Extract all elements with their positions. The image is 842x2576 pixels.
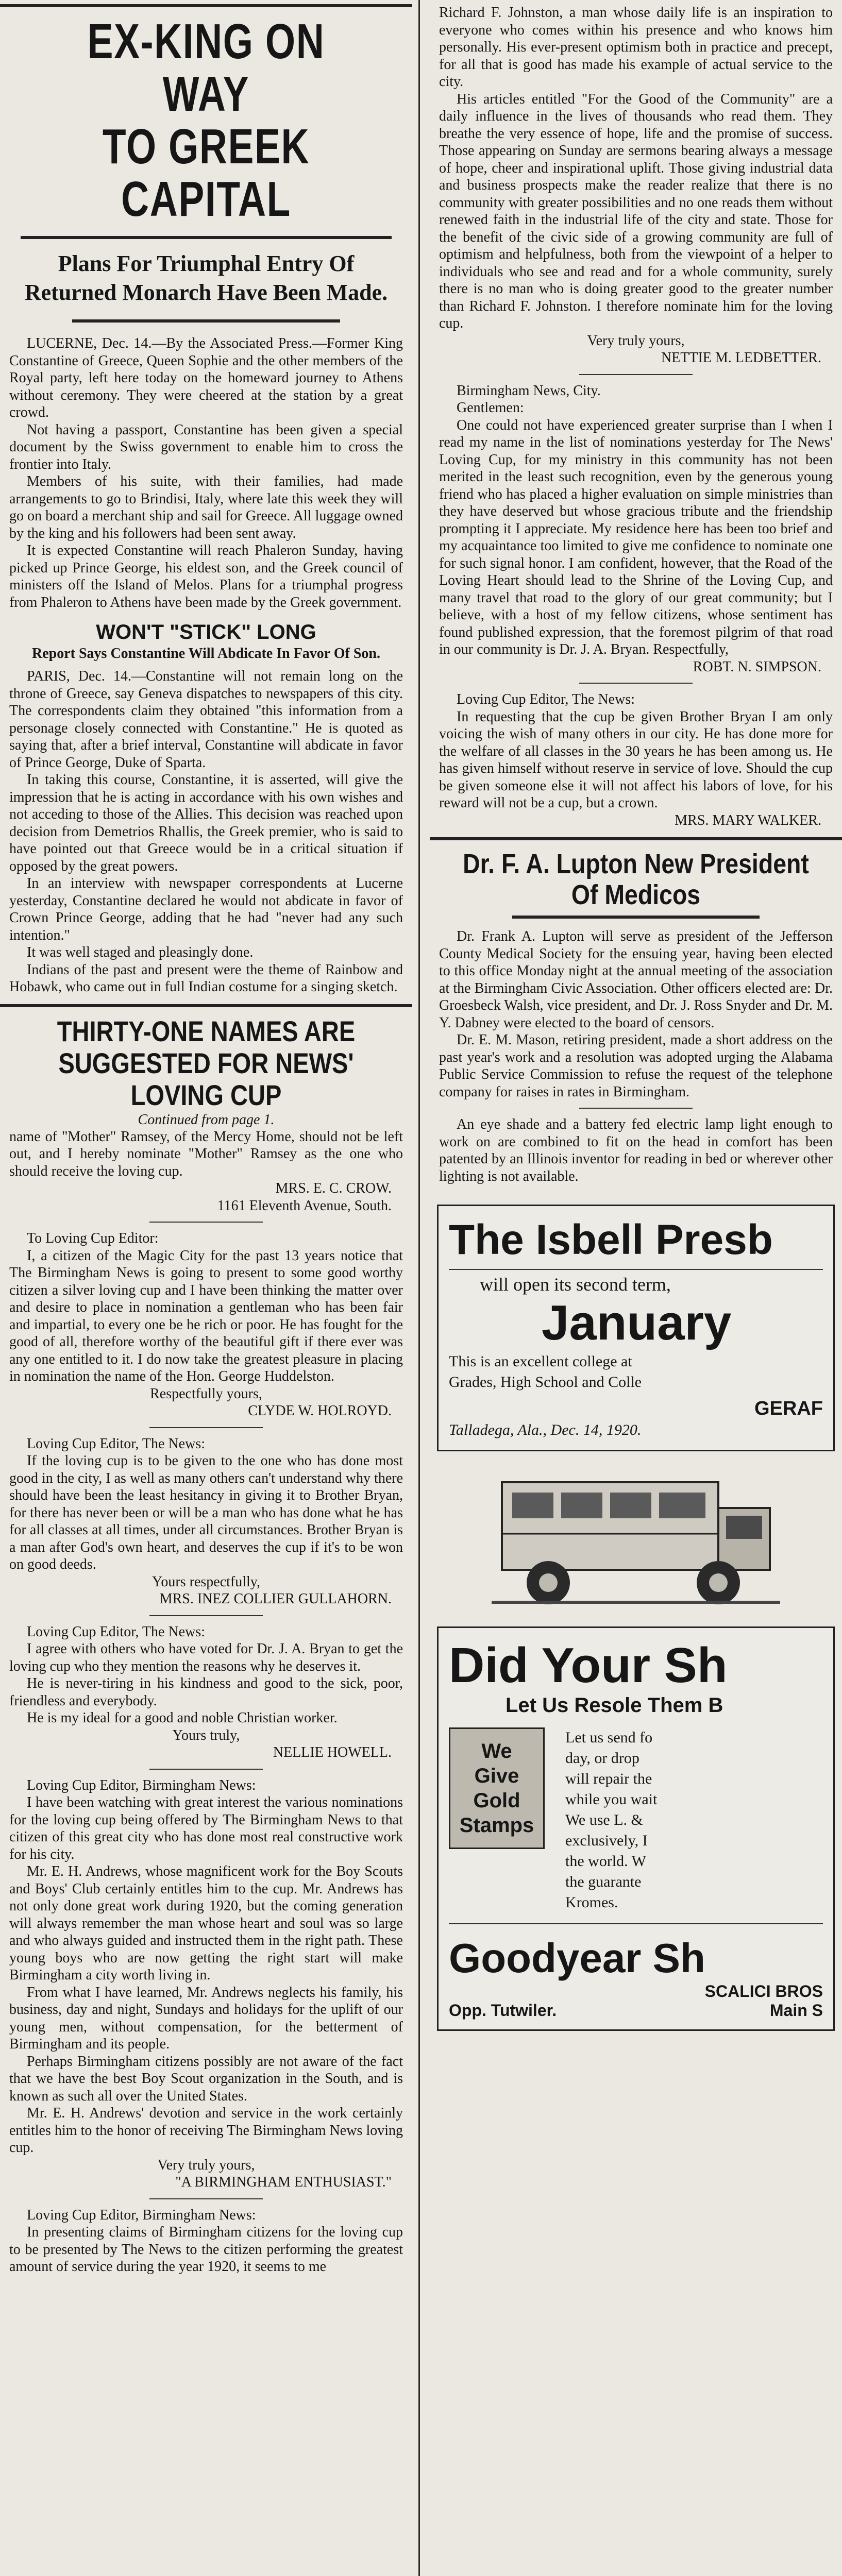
- letter-paragraph: In requesting that the cup be given Brother Bryan I am only voicing the wish of many others in our city. He has done more for the welfare of all classes in the 30 years he has been among us. He has given himself without reserve in service of love. Should the cup be given someone else it will not affect his labors of love, for his reward will not be a cup, but a crown.: [439, 708, 833, 811]
- letter-paragraph: He is my ideal for a good and noble Christian worker.: [27, 1710, 338, 1726]
- shoe-ad-line: while you wait: [565, 1791, 658, 1808]
- shoe-ad-copy: [565, 1727, 657, 1913]
- letter-signature: MRS. E. C. CROW.: [275, 1180, 392, 1196]
- section-rule: [0, 1004, 412, 1007]
- shoe-ad-line: the guarante: [565, 1873, 642, 1890]
- letter-divider: [149, 1222, 263, 1223]
- goodyear-ad-address-right: Main S: [769, 2001, 823, 2020]
- continued-note: Continued from page 1.: [138, 1111, 275, 1128]
- letter-paragraph: Mr. E. H. Andrews, whose magnificent work for the Boy Scouts and Boys' Club certainly entitles him to the cup. Mr. Andrews has not only done great work during 1920, but the coming generation will always remember the man whose heart and soul was so large and who always guided and instructed them in the right path. These young boys who are now getting the right start will make Birmingham a city worth living in.: [9, 1863, 403, 1983]
- letter-paragraph: I have been watching with great interest the various nominations for the loving cup being offered by The Birmingham News to that citizen of this great city who has done most real constructive work for his city.: [9, 1794, 403, 1862]
- goodyear-ad-subtitle: SCALICI BROS: [704, 1982, 823, 2001]
- letter-paragraph: I, a citizen of the Magic City for the past 13 years notice that The Birmingham News is going to present to some good worthy citizen a silver loving cup and I have been thinking the matter over and desire to place in nomination a gentleman who has been fair and impartial, to every one be he rich or poor. He has fought for the good of all, therefore worthy of the beautiful gift if there ever was any one entitled to it. I do now take the greatest pleasure in placing in nomination the name of the Hon. George Huddelston.: [9, 1247, 403, 1384]
- lupton-headline: Dr. F. A. Lupton New President Of Medicos: [463, 849, 809, 910]
- headline-rule: [21, 236, 392, 239]
- isbell-college-ad: [437, 1205, 835, 1451]
- right-column: [430, 0, 842, 2041]
- gold-stamps-badge: [449, 1727, 545, 1849]
- isbell-ad-january: January: [542, 1295, 732, 1350]
- left-column: [0, 0, 412, 2276]
- article-paragraph: It was well staged and pleasingly done.: [27, 944, 254, 960]
- shoe-ad-line: day, or drop: [565, 1750, 639, 1767]
- letter-divider: [579, 374, 693, 375]
- isbell-ad-dateline: Talladega, Ala., Dec. 14, 1920.: [449, 1421, 642, 1438]
- headline-line-2: TO GREEK CAPITAL: [102, 119, 310, 227]
- isbell-ad-title: The Isbell Presb: [449, 1216, 773, 1263]
- letter-salutation: Gentlemen:: [457, 400, 524, 416]
- letter-divider: [149, 2198, 263, 2199]
- letter-paragraph: In presenting claims of Birmingham citizens for the loving cup to be presented by The News to the citizen performing the greatest amount of service during the year 1920, it seems to me: [9, 2224, 403, 2275]
- letter-paragraph: His articles entitled "For the Good of the Community" are a daily influence in the lives of thousands who read them. They breathe the very essence of hope, life and the promise of success. Those appearing on Sunday are sermons bearing always a message of hope, cheer and inspirational uplift. Those giving industrial data and business prospects make the reader realize that there is no community with greater possibilities and no one reads them without renewed faith in the industrial life of the city and state. Those for the benefit of the civic side of a growing community are full of optimism and helpfulness, both from the viewpoint of a helper to individuals who see and read and for a whole community, surely there is no man who is doing greater good to the greater number than Richard F. Johnston. I therefore nominate him for the loving cup.: [439, 91, 833, 331]
- badge-line: Gold: [473, 1789, 520, 1812]
- article-deck: Plans For Triumphal Entry Of Returned Monarch Have Been Made.: [24, 251, 388, 305]
- article-paragraph: Dr. Frank A. Lupton will serve as president of the Jefferson County Medical Society for the ensuing year, having been elected to this office Monday night at the annual meeting of the association at the Birmingham Civic Association. Other officers elected are: Dr. Groesbeck Walsh, vice president, and Dr. J. Ross Snyder and Dr. M. Y. Dabney were elected to the board of censors.: [439, 928, 833, 1031]
- article-paragraph: It is expected Constantine will reach Phaleron Sunday, having picked up Prince George, his eldest son, and the Greek council of ministers off the Island of Melos. Plans for a triumphal progress from Phaleron to Athens have been made by the Greek government.: [9, 543, 403, 611]
- letter-divider: [149, 1427, 263, 1428]
- shoe-ad-body: [449, 1727, 823, 1913]
- goodyear-ad-title: Goodyear Sh: [449, 1935, 705, 1981]
- article-paragraph: Dr. E. M. Mason, retiring president, made a short address on the past year's work and a resolution was adopted urging the Alabama Public Service Commission to refuse the request of the telephone company for raises in rates in Birmingham.: [439, 1032, 833, 1100]
- article-paragraph: Indians of the past and present were the theme of Rainbow and Hobawk, who came out in full Indian costume for a singing sketch.: [9, 961, 403, 995]
- letter-signature: MRS. INEZ COLLIER GULLAHORN.: [159, 1591, 392, 1607]
- letter-salutation: Loving Cup Editor, Birmingham News:: [27, 2207, 256, 2223]
- article-paragraph: Not having a passport, Constantine has been given a special document by the Swiss government to enable him to cross the frontier into Italy.: [9, 421, 403, 472]
- letter-closing: Very truly yours,: [157, 2157, 255, 2173]
- letter-paragraph: Perhaps Birmingham citizens possibly are not aware of the fact that we have the best Boy Scout organization in the South, and is known as such all over the United States.: [9, 2053, 403, 2104]
- isbell-ad-line: will open its second term,: [480, 1274, 671, 1295]
- shoe-repair-ad: [437, 1626, 835, 2031]
- section-rule: [512, 916, 760, 919]
- letter-paragraph: From what I have learned, Mr. Andrews neglects his family, his business, day and night, Sundays and holidays for the uplift of our young men, without compensation, for the betterment of Birmingham and its people.: [9, 1984, 403, 2052]
- badge-line: Stamps: [459, 1814, 534, 1837]
- letter-salutation: To Loving Cup Editor:: [27, 1230, 159, 1246]
- shoe-ad-line: exclusively, I: [565, 1832, 648, 1849]
- letter-paragraph: He is never-tiring in his kindness and good to the sick, poor, friendless and everybody.: [9, 1675, 403, 1709]
- shoe-ad-line: will repair the: [565, 1770, 652, 1787]
- section-rule: [430, 837, 842, 840]
- letter-closing: Yours truly,: [172, 1727, 240, 1743]
- item-divider: [579, 1108, 693, 1109]
- article-paragraph: An eye shade and a battery fed electric lamp light enough to work on are combined to fit on the head in comfort has been patented by an Illinois inventor for reading in bed or wherever other lighting is not available.: [439, 1116, 833, 1184]
- badge-line: Give: [474, 1765, 519, 1787]
- letter-paragraph: If the loving cup is to be given to the one who has done most good in the city, I as well as many others can't understand why there should have been the least hesitancy in giving it to Brother Bryan, for there has never been or will be a man who has done what he has for all classes at all times, under all circumstances. Brother Bryan is a man after God's own heart, and deserves the cup if it's to be won on good deeds.: [9, 1453, 403, 1572]
- subhead-wont-stick-long: WON'T "STICK" LONG: [96, 621, 316, 643]
- article-paragraph: LUCERNE, Dec. 14.—By the Associated Press.—Former King Constantine of Greece, Queen Sophie and the other members of the Royal party, left here today on the homeward journey to Athens without ceremony. They were cheered at the station by a great crowd.: [9, 335, 403, 420]
- letter-salutation: Birmingham News, City.: [457, 382, 601, 399]
- letter-paragraph: Richard F. Johnston, a man whose daily life is an inspiration to everyone who comes within his presence and who knows him personally. His ever-present optimism both in practice and precept, for all that is good has made his example of actual service to the city.: [439, 5, 833, 90]
- letter-salutation: Loving Cup Editor, The News:: [27, 1623, 205, 1640]
- shoe-ad-line: Let us send fo: [565, 1729, 653, 1746]
- letter-closing: Very truly yours,: [587, 332, 685, 349]
- subdeck-abdicate: Report Says Constantine Will Abdicate In Favor Of Son.: [32, 646, 380, 662]
- letter-divider: [149, 1769, 263, 1770]
- headline-line-1: EX-KING ON WAY: [87, 14, 325, 122]
- isbell-ad-signature: GERAF: [754, 1398, 823, 1419]
- letter-signature: CLYDE W. HOLROYD.: [248, 1403, 392, 1419]
- letter-salutation: Loving Cup Editor, Birmingham News:: [27, 1777, 256, 1793]
- letter-paragraph: name of "Mother" Ramsey, of the Mercy Home, should not be left out, and I hereby nominate "Mother" Ramsey as the one who should receive the loving cup.: [9, 1128, 403, 1179]
- goodyear-ad-address: [449, 2001, 823, 2020]
- thirty-one-names-headline: THIRTY-ONE NAMES ARE SUGGESTED FOR NEWS' LOVING CUP: [57, 1014, 356, 1111]
- truck-icon: [492, 1462, 780, 1616]
- letter-signature: "A BIRMINGHAM ENTHUSIAST.": [175, 2174, 392, 2190]
- isbell-ad-line: This is an excellent college at: [449, 1353, 632, 1370]
- deck-rule: [72, 319, 340, 323]
- shoe-ad-line: We use L. &: [565, 1811, 643, 1828]
- shoe-ad-line: the world. W: [565, 1853, 646, 1870]
- shoe-ad-subtitle: Let Us Resole Them B: [506, 1694, 723, 1717]
- letter-paragraph: One could not have experienced greater surprise than I when I read my name in the list of nominations yesterday for The News' Loving Cup, for my ministry in this community has not been merited in the least such recognition, even by the generous young friend who has placed a higher evaluation on simple ministries than they have deserved but whose gracious tribute and the friendship prompting it I appreciate. My residence here has been too brief and my acquaintance too limited to give me confidence to nominate one for such signal honor. I am confident, however, that the Road of the Loving Heart should lead to the Shrine of the Loving Cup, and many travel that road to the glory of our great community; but I believe, with a host of my fellow citizens, whose sentiment has found published expression, that the foremost pilgrim of that road in our community is Dr. J. A. Bryan. Respectfully,: [439, 417, 833, 657]
- letter-salutation: Loving Cup Editor, The News:: [457, 691, 635, 707]
- top-rule: [0, 4, 412, 7]
- article-paragraph: In taking this course, Constantine, it is asserted, will give the impression that he is acting in accordance with his own wishes and not acceding to those of the Allies. This decision was reached upon decision from Demetrios Rhallis, the Greek premier, who is said to have pointed out that Greece would be in a critical situation if opposed by the great powers.: [9, 772, 403, 874]
- ad-rule: [449, 1269, 823, 1270]
- letter-paragraph: Mr. E. H. Andrews' devotion and service in the work certainly entitles him to the honor of receiving The Birmingham News loving cup.: [9, 2105, 403, 2156]
- shoe-ad-line: Kromes.: [565, 1894, 618, 1911]
- letter-signature: NETTIE M. LEDBETTER.: [661, 350, 821, 366]
- letter-signature: ROBT. N. SIMPSON.: [693, 658, 821, 675]
- badge-line: We: [481, 1740, 512, 1762]
- letter-signature: NELLIE HOWELL.: [273, 1744, 392, 1760]
- shoe-ad-title: Did Your Sh: [449, 1638, 728, 1693]
- letter-divider: [579, 683, 693, 684]
- letter-closing: Yours respectfully,: [152, 1573, 260, 1590]
- article-paragraph: PARIS, Dec. 14.—Constantine will not remain long on the throne of Greece, say Geneva dispatches to newspapers of this city. The correspondents claim they obtained "this information from a personage closely connected with Constantine." He is quoted as saying that, after a brief interval, Constantine will abdicate in favor of Prince George, Duke of Sparta.: [9, 668, 403, 771]
- goodyear-ad-address-left: Opp. Tutwiler.: [449, 2001, 557, 2020]
- article-paragraph: Members of his suite, with their families, had made arrangements to go to Brindisi, Italy, where late this week they will go on board a merchant ship and sail for Greece. All luggage owned by the king and his followers had been sent away.: [9, 473, 403, 541]
- letter-salutation: Loving Cup Editor, The News:: [27, 1435, 205, 1452]
- isbell-ad-line: Grades, High School and Colle: [449, 1374, 642, 1391]
- delivery-truck-illustration: [492, 1462, 780, 1616]
- letter-closing: Respectfully yours,: [150, 1385, 262, 1402]
- column-divider: [418, 0, 420, 2576]
- letter-paragraph: I agree with others who have voted for Dr. J. A. Bryan to get the loving cup who they mention the reasons why he deserves it.: [9, 1641, 403, 1674]
- letter-address: 1161 Eleventh Avenue, South.: [217, 1197, 392, 1214]
- letter-divider: [149, 1615, 263, 1616]
- letter-signature: MRS. MARY WALKER.: [675, 812, 821, 828]
- article-paragraph: In an interview with newspaper correspondents at Lucerne yesterday, Constantine declared he would not abdicate in favor of Crown Prince George, adding that he had "never had any such intention.": [9, 875, 403, 943]
- ad-rule: [449, 1923, 823, 1924]
